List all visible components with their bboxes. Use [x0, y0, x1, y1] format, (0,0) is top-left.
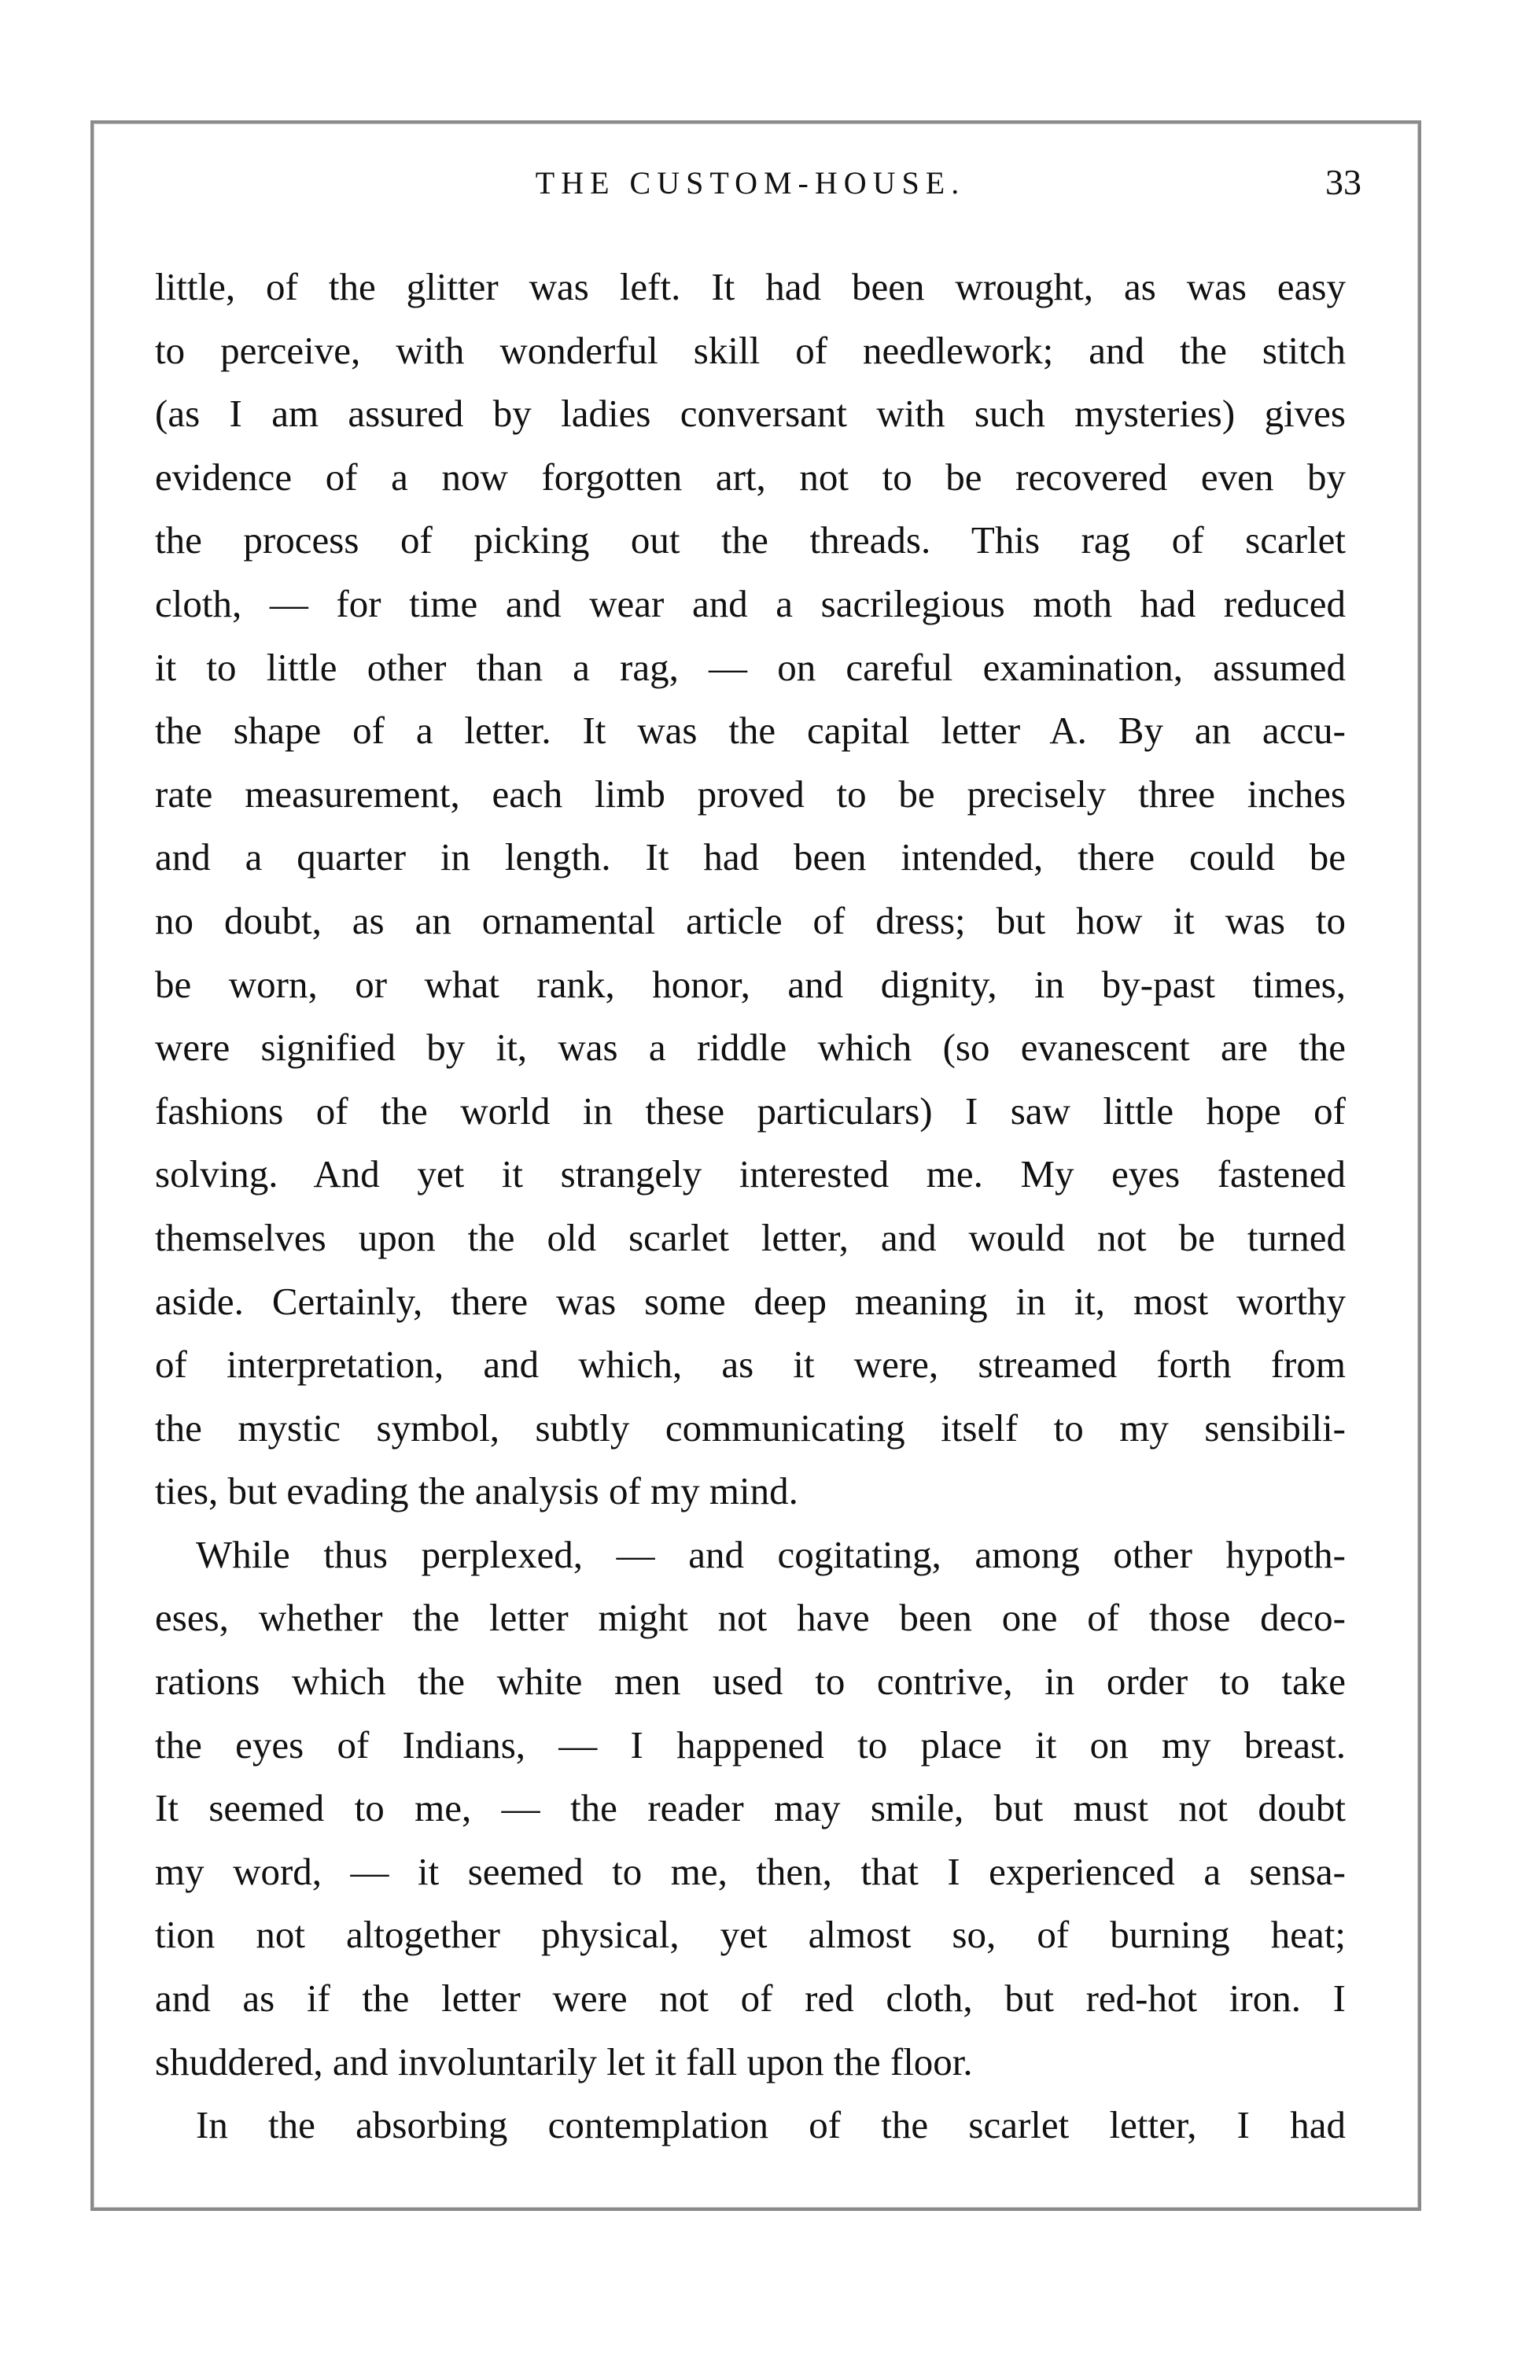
- text-line: it to little other than a rag, — on careful examination, assumed: [155, 645, 1346, 689]
- text-line: ties, but evading the analysis of my mind.: [155, 1469, 798, 1513]
- text-line: (as I am assured by ladies conversant with such mysteries) gives: [155, 392, 1346, 436]
- text-line: the process of picking out the threads. This rag of scarlet: [155, 518, 1346, 562]
- text-line: no doubt, as an ornamental article of dress; but how it was to: [155, 898, 1346, 942]
- text-line: rate measurement, each limb proved to be precisely three inches: [155, 772, 1346, 816]
- text-line: of interpretation, and which, as it were, streamed forth from: [155, 1343, 1346, 1387]
- text-line: shuddered, and involuntarily let it fall upon the floor.: [155, 2039, 973, 2083]
- text-line: tion not altogether physical, yet almost so, of burning heat;: [155, 1913, 1346, 1957]
- text-line: In the absorbing contemplation of the scarlet letter, I had: [196, 2103, 1346, 2147]
- text-line: aside. Certainly, there was some deep meaning in it, most worthy: [155, 1279, 1346, 1323]
- text-line: While thus perplexed, — and cogitating, among other hypoth-: [196, 1532, 1346, 1576]
- paragraph: [155, 2094, 1346, 2157]
- text-line: evidence of a now forgotten art, not to be recovered even by: [155, 455, 1346, 499]
- text-line: the mystic symbol, subtly communicating itself to my sensibili-: [155, 1406, 1346, 1450]
- text-line: the eyes of Indians, — I happened to place it on my breast.: [155, 1722, 1346, 1767]
- text-line: my word, — it seemed to me, then, that I experienced a sensa-: [155, 1849, 1346, 1893]
- text-line: eses, whether the letter might not have been one of those deco-: [155, 1596, 1346, 1640]
- text-line: solving. And yet it strangely interested me. My eyes fastened: [155, 1152, 1346, 1196]
- text-line: themselves upon the old scarlet letter, and would not be turned: [155, 1215, 1346, 1259]
- text-line: to perceive, with wonderful skill of needlework; and the stitch: [155, 328, 1346, 372]
- text-line: be worn, or what rank, honor, and dignity, in by-past times,: [155, 962, 1346, 1006]
- text-line: were signified by it, was a riddle which (so evanescent are the: [155, 1026, 1346, 1070]
- running-head-title: THE CUSTOM-HOUSE.: [535, 165, 966, 201]
- text-line: and as if the letter were not of red cloth, but red-hot iron. I: [155, 1977, 1346, 2021]
- page-number: 33: [1325, 162, 1361, 202]
- body-text: [155, 256, 1346, 2157]
- text-line: little, of the glitter was left. It had been wrought, as was easy: [155, 265, 1346, 308]
- paragraph: [155, 256, 1346, 1523]
- paragraph: [155, 1523, 1346, 2094]
- running-head: [155, 161, 1361, 216]
- text-line: the shape of a letter. It was the capital letter A. By an accu-: [155, 709, 1346, 753]
- text-line: cloth, — for time and wear and a sacrilegious moth had reduced: [155, 581, 1346, 625]
- text-line: It seemed to me, — the reader may smile, but must not doubt: [155, 1786, 1346, 1830]
- text-line: and a quarter in length. It had been intended, there could be: [155, 835, 1346, 879]
- text-line: fashions of the world in these particulars) I saw little hope of: [155, 1089, 1346, 1133]
- text-line: rations which the white men used to contrive, in order to take: [155, 1660, 1346, 1704]
